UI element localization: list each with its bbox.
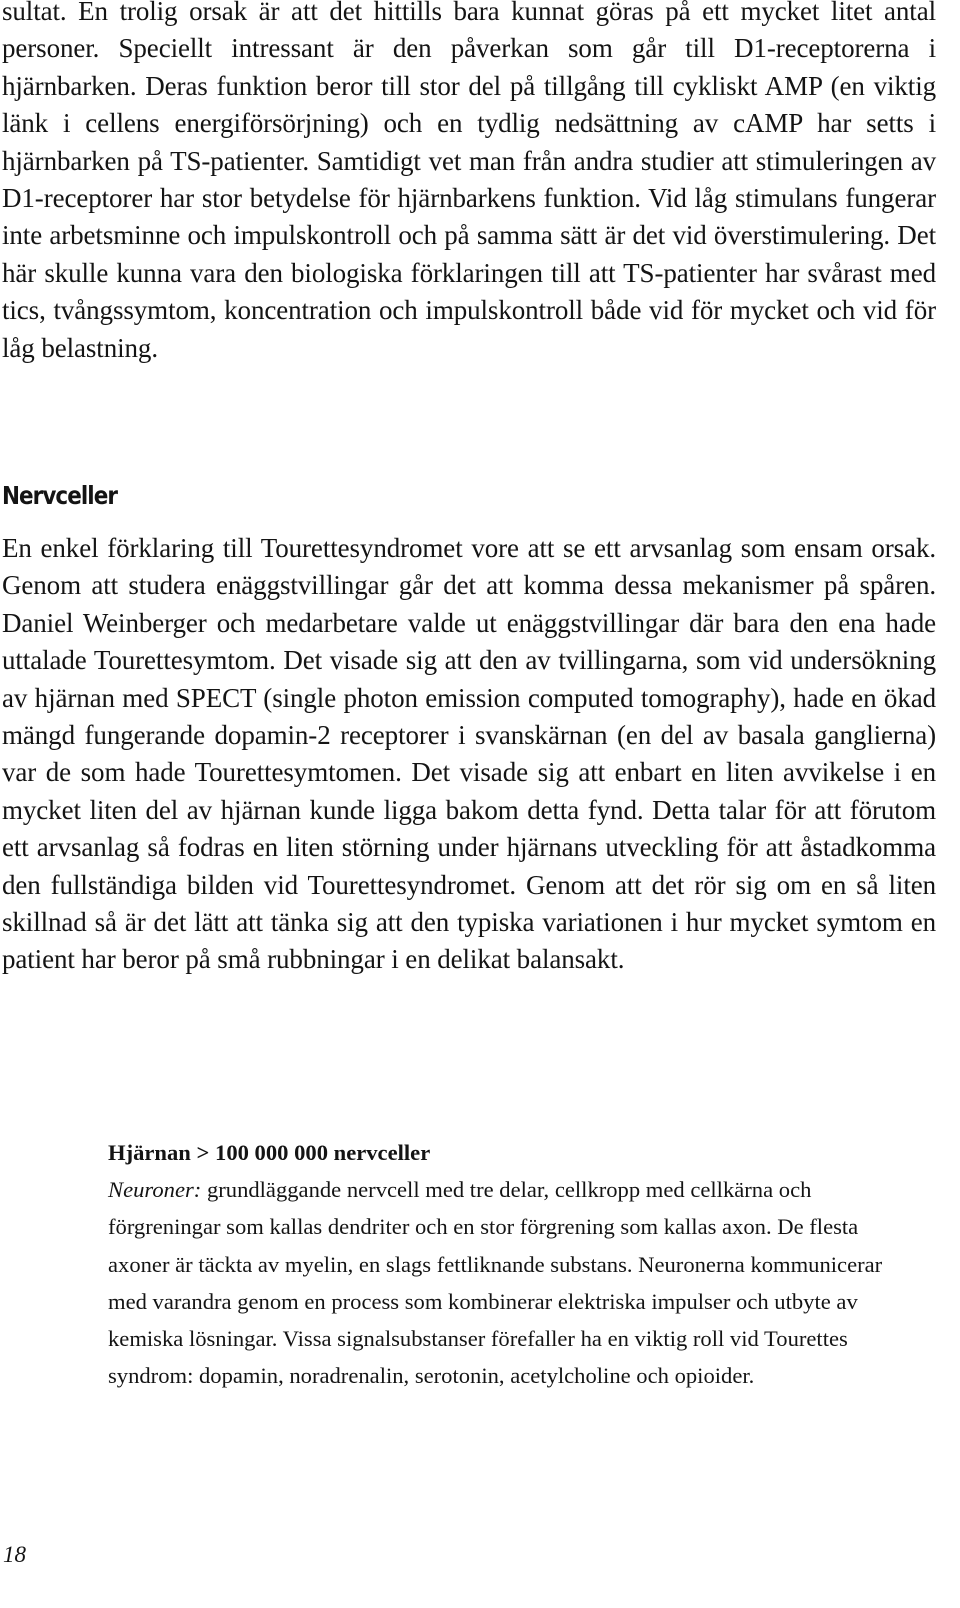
page-number: 18 (3, 1542, 26, 1567)
fact-box-title: Hjärnan > 100 000 000 nervceller (108, 1140, 431, 1165)
fact-box-term: Neuroner: (108, 1177, 202, 1203)
body-paragraph-receptors: sultat. En trolig orsak är att det hittills bara kunnat göras på ett mycket litet antal personer. Speciellt intressant är den påverkan som går till D1-receptorerna i hjärnbarken. Deras funktion beror till stor del på tillgång till cykliskt AMP (en viktig länk i cellens energiförsörjning) och en tydlig nedsättning av cAMP har setts i hjärnbarken på TS-patienter. Samtidigt vet man från andra studier att stimuleringen av D1-receptorer har stor betydelse för hjärnbarkens funktion. Vid låg stimulans fungerar inte arbetsminne och impulskontroll och på samma sätt är det vid överstimulering. Det här skulle kunna vara den biologiska förklaringen till att TS-patienter har svårast med tics, tvångssymtom, koncentration och impulskontroll både vid för mycket och vid för låg belastning. (2, 0, 936, 363)
fact-box-body (108, 1171, 908, 1394)
body-paragraph-twins: En enkel förklaring till Tourettesyndromet vore att se ett arvsanlag som ensam orsak. Genom att studera enäggstvillingar går det att komma dessa mekanismer på spåren. Daniel Weinberger och medarbetare valde ut enäggstvillingar där bara den ena hade uttalade Tourettesymtom. Det visade sig att den av tvillingarna, som vid undersökning av hjärnan med SPECT (single photon emission computed tomography), hade en ökad mängd fungerande dopamin-2 receptorer i svanskärnan (en del av basala ganglierna) var de som hade Tourettesymtomen. Det visade sig att enbart en liten avvikelse i en mycket liten del av hjärnan kunde ligga bakom detta fynd. Detta talar för att förutom ett arvsanlag så fodras en liten störning under hjärnans utveckling för att åstadkomma den fullständiga bilden vid Tourettesyndromet. Genom att det rör sig om en så liten skillnad så är det lätt att tänka sig att den typiska variationen i hur mycket symtom en patient har beror på små rubbningar i en delikat balansakt. (2, 533, 936, 975)
fact-box-text: grundläggande nervcell med tre delar, cellkropp med cellkärna och förgreningar som kallas dendriter och en stor förgrening som kallas axon. De flesta axoner är täckta av myelin, en slags fettliknande substans. Neuronerna kommunicerar med varandra genom en process som kombinerar elektriska impulser och utbyte av kemiska lösningar. Vissa signalsubstanser förefaller ha en viktig roll vid Tourettes syndrom: dopamin, noradrenalin, serotonin, acetylcholine och opioider. (108, 1177, 883, 1389)
section-heading-nervceller: Nervceller (2, 481, 117, 510)
fact-box-brain (108, 1134, 908, 1394)
